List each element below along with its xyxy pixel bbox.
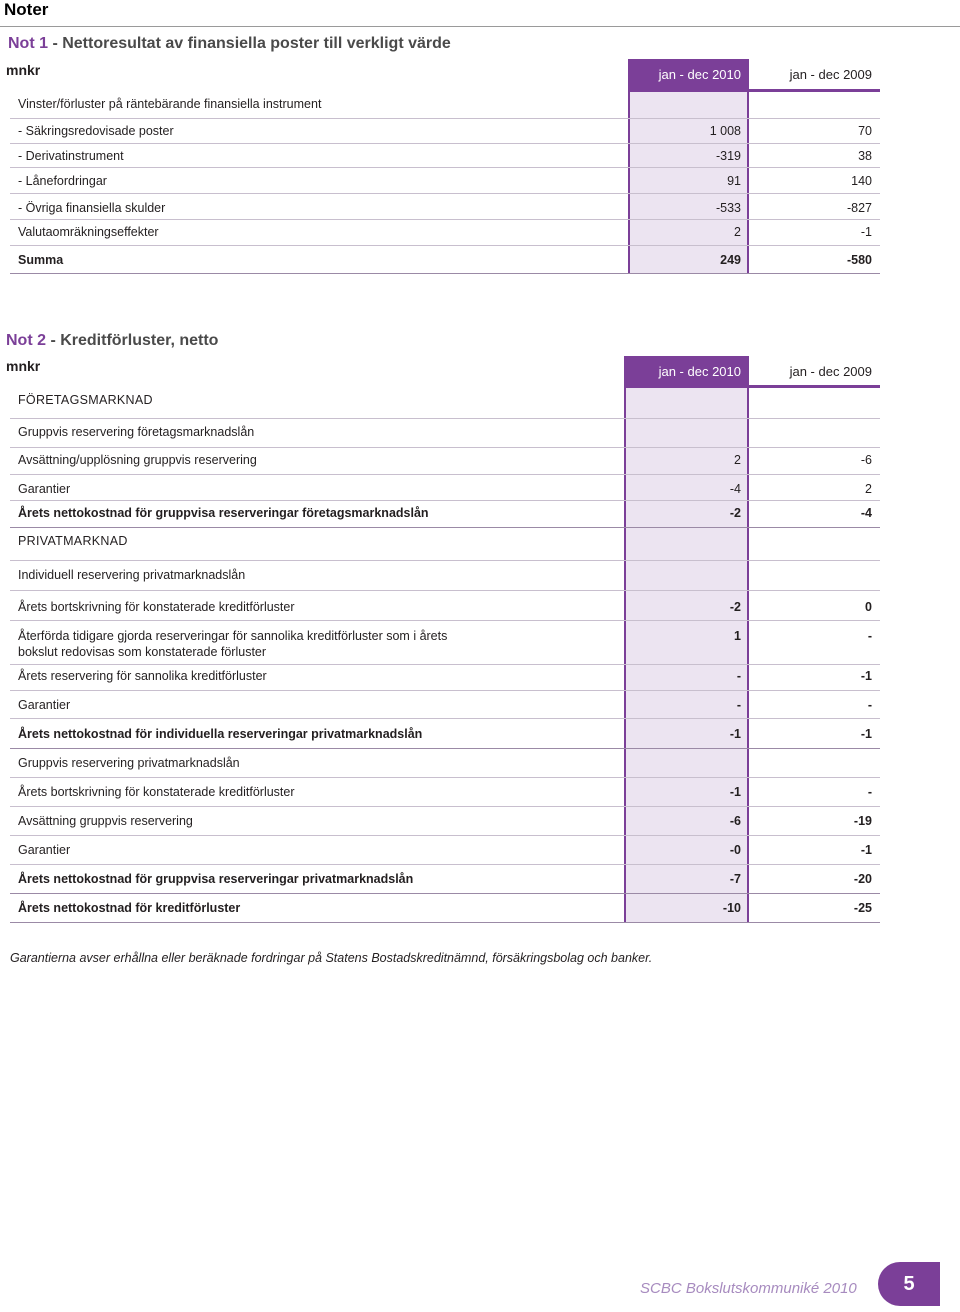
value-previous-year: -	[867, 785, 872, 799]
row-label: - Övriga finansiella skulder	[18, 201, 166, 215]
value-current-year: -10	[722, 901, 741, 915]
table-row	[0, 755, 960, 771]
value-previous-year: -1	[860, 843, 872, 857]
value-previous-year: -19	[853, 814, 872, 828]
table-row	[0, 224, 960, 240]
note1-unit: mnkr	[6, 62, 41, 78]
note2-title	[6, 332, 218, 350]
row-separator	[10, 777, 880, 778]
table-row	[0, 697, 960, 713]
table-row	[0, 533, 960, 549]
note1-number: Not 1	[8, 35, 48, 52]
table-row	[0, 628, 960, 660]
row-label-continued: bokslut redovisas som konstaterade förluster	[18, 645, 267, 659]
row-label: Årets nettokostnad för individuella reserveringar privatmarknadslån	[18, 727, 423, 741]
note2-title-text: - Kreditförluster, netto	[46, 332, 219, 349]
value-current-year: -2	[729, 600, 741, 614]
row-label: FÖRETAGSMARKNAD	[18, 393, 153, 407]
value-current-year: 2	[734, 453, 741, 467]
value-current-year: -7	[729, 872, 741, 886]
table-row	[0, 900, 960, 916]
row-separator	[10, 474, 880, 475]
row-separator	[10, 620, 880, 621]
note1-title	[8, 35, 451, 53]
table-row	[0, 505, 960, 521]
row-label: Avsättning gruppvis reservering	[18, 814, 193, 828]
row-label: Vinster/förluster på räntebärande finansiella instrument	[18, 97, 322, 111]
row-label: - Derivatinstrument	[18, 149, 124, 163]
row-separator	[10, 922, 880, 923]
value-current-year: -6	[729, 814, 741, 828]
value-previous-year: -	[867, 629, 872, 643]
value-current-year: -2	[729, 506, 741, 520]
note1-col-previous: jan - dec 2009	[789, 67, 872, 82]
footnote: Garantierna avser erhållna eller beräknade fordringar på Statens Bostadskreditnämnd, försäkringsbolag och banker.	[10, 951, 653, 965]
row-separator	[10, 500, 880, 501]
row-separator	[10, 664, 880, 665]
table-row	[0, 871, 960, 887]
row-label: - Lånefordringar	[18, 174, 107, 188]
value-current-year: -533	[715, 201, 741, 215]
table-row	[0, 148, 960, 164]
row-separator	[10, 560, 880, 561]
row-separator	[10, 245, 880, 246]
footer-publication-title: SCBC Bokslutskommuniké 2010	[640, 1280, 857, 1297]
note2-unit: mnkr	[6, 358, 41, 374]
value-previous-year: -1	[860, 727, 872, 741]
row-separator	[10, 193, 880, 194]
value-current-year: -4	[729, 482, 741, 496]
value-previous-year: 0	[865, 600, 872, 614]
value-previous-year: -1	[860, 669, 872, 683]
table-row	[0, 96, 960, 112]
heading-rule	[0, 26, 960, 27]
table-row	[0, 567, 960, 583]
value-current-year: 91	[727, 174, 741, 188]
value-previous-year: -4	[860, 506, 872, 520]
table-row	[0, 252, 960, 268]
row-separator	[10, 143, 880, 144]
row-separator	[10, 447, 880, 448]
value-current-year: -1	[729, 727, 741, 741]
row-separator	[10, 806, 880, 807]
table-row	[0, 784, 960, 800]
row-separator	[10, 864, 880, 865]
row-label: Årets nettokostnad för gruppvisa reserveringar privatmarknadslån	[18, 872, 414, 886]
page-heading: Noter	[4, 0, 49, 19]
table-row	[0, 392, 960, 408]
row-label: Återförda tidigare gjorda reserveringar för sannolika kreditförluster som i årets	[18, 629, 448, 643]
note2-number: Not 2	[6, 332, 46, 349]
row-label: Gruppvis reservering företagsmarknadslån	[18, 425, 255, 439]
row-separator	[10, 835, 880, 836]
table-row	[0, 123, 960, 139]
row-separator	[10, 167, 880, 168]
table-row	[0, 726, 960, 742]
value-current-year: 2	[734, 225, 741, 239]
value-current-year: -	[736, 698, 741, 712]
table-row	[0, 599, 960, 615]
row-label: Avsättning/upplösning gruppvis reservering	[18, 453, 257, 467]
row-separator	[10, 527, 880, 528]
row-label: Garantier	[18, 843, 71, 857]
value-current-year: 1	[734, 629, 741, 643]
page-number-badge: 5	[878, 1262, 940, 1306]
row-separator	[10, 418, 880, 419]
value-previous-year: -20	[853, 872, 872, 886]
value-previous-year: 38	[858, 149, 872, 163]
value-previous-year: 2	[865, 482, 872, 496]
table-row	[0, 668, 960, 684]
row-label: Garantier	[18, 698, 71, 712]
value-previous-year: 70	[858, 124, 872, 138]
row-label: Årets reservering för sannolika kreditförluster	[18, 669, 267, 683]
row-label: Individuell reservering privatmarknadslån	[18, 568, 246, 582]
table-row	[0, 813, 960, 829]
row-label: Valutaomräkningseffekter	[18, 225, 159, 239]
table-row	[0, 424, 960, 440]
row-label: Gruppvis reservering privatmarknadslån	[18, 756, 240, 770]
row-separator	[10, 718, 880, 719]
table-row	[0, 200, 960, 216]
table-row	[0, 481, 960, 497]
table-row	[0, 842, 960, 858]
value-previous-year: -1	[860, 225, 872, 239]
note2-col-previous: jan - dec 2009	[789, 364, 872, 379]
value-previous-year: -	[867, 698, 872, 712]
row-label: PRIVATMARKNAD	[18, 534, 128, 548]
note1-title-text: - Nettoresultat av finansiella poster till verkligt värde	[48, 35, 451, 52]
row-separator	[10, 590, 880, 591]
value-previous-year: -25	[853, 901, 872, 915]
value-current-year: 1 008	[709, 124, 741, 138]
value-current-year: 249	[720, 253, 741, 267]
row-separator	[10, 748, 880, 749]
value-current-year: -1	[729, 785, 741, 799]
row-separator	[10, 118, 880, 119]
value-previous-year: -6	[860, 453, 872, 467]
row-separator	[10, 273, 880, 274]
value-current-year: -0	[729, 843, 741, 857]
note1-col-current: jan - dec 2010	[628, 59, 749, 89]
row-label: Årets nettokostnad för kreditförluster	[18, 901, 241, 915]
table-row	[0, 452, 960, 468]
row-label: - Säkringsredovisade poster	[18, 124, 174, 138]
row-label: Garantier	[18, 482, 71, 496]
row-separator	[10, 219, 880, 220]
value-previous-year: 140	[851, 174, 872, 188]
value-previous-year: -827	[846, 201, 872, 215]
table-row	[0, 173, 960, 189]
row-label: Årets bortskrivning för konstaterade kreditförluster	[18, 785, 295, 799]
row-label: Årets bortskrivning för konstaterade kreditförluster	[18, 600, 295, 614]
row-separator	[10, 893, 880, 894]
row-label: Årets nettokostnad för gruppvisa reserveringar företagsmarknadslån	[18, 506, 429, 520]
value-current-year: -	[736, 669, 741, 683]
value-current-year: -319	[715, 149, 741, 163]
row-label: Summa	[18, 253, 64, 267]
value-previous-year: -580	[846, 253, 872, 267]
row-separator	[10, 690, 880, 691]
note2-col-current: jan - dec 2010	[624, 356, 749, 386]
